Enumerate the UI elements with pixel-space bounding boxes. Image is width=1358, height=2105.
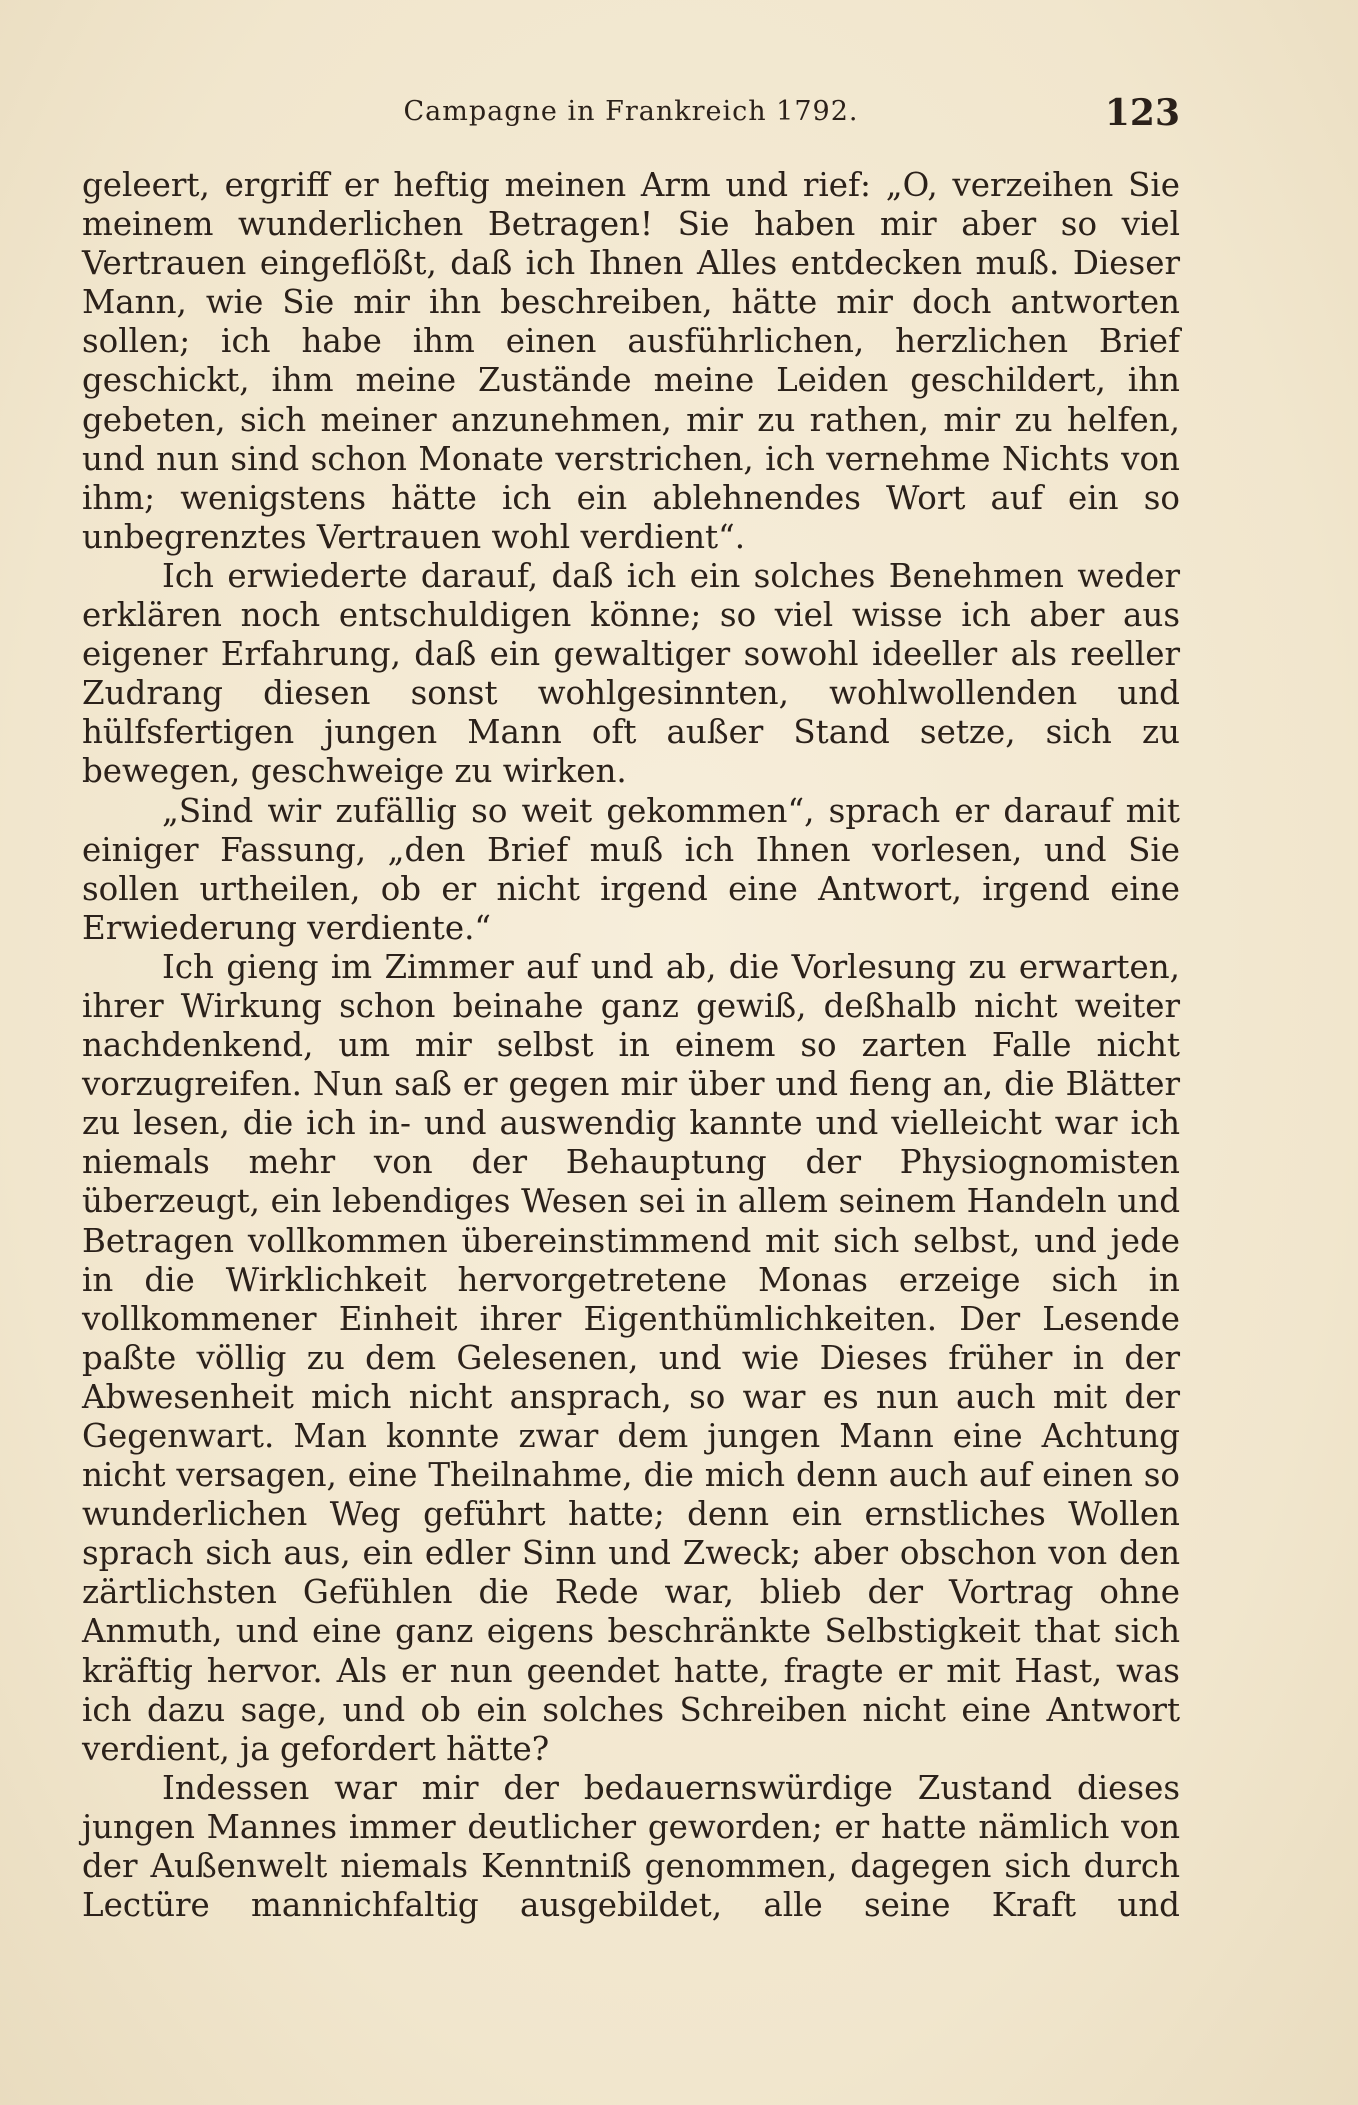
paragraph-3: „Sind wir zufällig so weit gekommen“, sprach er darauf mit einiger Fassung, „den Brief muß ich Ihnen vorlesen, und Sie sollen urtheilen, ob er nicht irgend eine Antwort, irgend eine Erwiederung verdiente.“	[82, 791, 1180, 947]
body-text	[82, 166, 1180, 1925]
paragraph-5: Indessen war mir der bedauernswürdige Zustand dieses jungen Mannes immer deutlicher geworden; er hatte nämlich von der Außenwelt niemals Kenntniß genommen, dagegen sich durch Lectüre mannichfaltig ausgebildet, alle seine Kraft und	[82, 1768, 1180, 1925]
page-number: 123	[1104, 92, 1180, 134]
paragraph-4: Ich gieng im Zimmer auf und ab, die Vorlesung zu erwarten, ihrer Wirkung schon beinahe ganz gewiß, deßhalb nicht weiter nachdenkend, um mir selbst in einem so zarten Falle nicht vorzugreifen. Nun saß er gegen mir über und fieng an, die Blätter zu lesen, die ich in- und auswendig kannte und vielleicht war ich niemals mehr von der Behauptung der Physiognomisten überzeugt, ein lebendiges Wesen sei in allem seinem Handeln und Betragen vollkommen übereinstimmend mit sich selbst, und jede in die Wirklichkeit hervorgetretene Monas erzeige sich in vollkommener Einheit ihrer Eigenthümlichkeiten. Der Lesende paßte völlig zu dem Gelesenen, und wie Dieses früher in der Abwesenheit mich nicht ansprach, so war es nun auch mit der Gegenwart. Man konnte zwar dem jungen Mann eine Achtung nicht versagen, eine Theilnahme, die mich denn auch auf einen so wunderlichen Weg geführt hatte; denn ein ernstliches Wollen sprach sich aus, ein edler Sinn und Zweck; aber obschon von den zärtlichsten Gefühlen die Rede war, blieb der Vortrag ohne Anmuth, und eine ganz eigens beschränkte Selbstigkeit that sich kräftig hervor. Als er nun geendet hatte, fragte er mit Hast, was ich dazu sage, und ob ein solches Schreiben nicht eine Antwort verdient, ja gefordert hätte?	[82, 947, 1180, 1768]
running-head: Campagne in Frankreich 1792.	[403, 96, 859, 127]
page-header	[82, 92, 1180, 142]
paragraph-1: geleert, ergriff er heftig meinen Arm und rief: „O, verzeihen Sie meinem wunderlichen Betragen! Sie haben mir aber so viel Vertrauen eingeflößt, daß ich Ihnen Alles entdecken muß. Dieser Mann, wie Sie mir ihn beschreiben, hätte mir doch antworten sollen; ich habe ihm einen ausführlichen, herzlichen Brief geschickt, ihm meine Zustände meine Leiden geschildert, ihn gebeten, sich meiner anzunehmen, mir zu rathen, mir zu helfen, und nun sind schon Monate verstrichen, ich vernehme Nichts von ihm; wenigstens hätte ich ein ablehnendes Wort auf ein so unbegrenztes Vertrauen wohl verdient“.	[82, 166, 1180, 556]
paragraph-2: Ich erwiederte darauf, daß ich ein solches Benehmen weder erklären noch entschuldigen könne; so viel wisse ich aber aus eigener Erfahrung, daß ein gewaltiger sowohl ideeller als reeller Zudrang diesen sonst wohlgesinnten, wohlwollenden und hülfsfertigen jungen Mann oft außer Stand setze, sich zu bewegen, geschweige zu wirken.	[82, 556, 1180, 791]
